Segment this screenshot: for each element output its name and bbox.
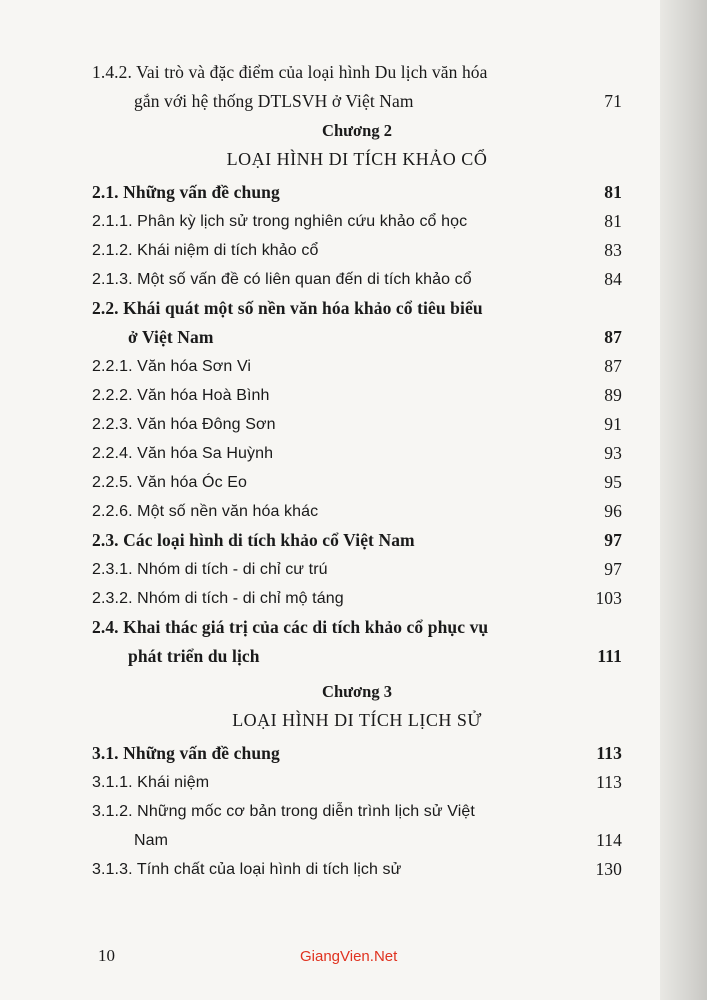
toc-page-number: 91 [604,414,622,434]
toc-entry-text: 2.1. Những vấn đề chung [92,182,280,202]
toc-entry-text: 2.1.3. Một số vấn đề có liên quan đến di tích khảo cổ [92,271,472,288]
toc-entry-text: 2.2.5. Văn hóa Óc Eo [92,474,247,491]
chapter-2-title: LOẠI HÌNH DI TÍCH KHẢO CỔ [226,149,488,169]
toc-page-number: 97 [604,559,622,579]
toc-entry-text: 2.3. Các loại hình di tích khảo cổ Việt Nam [92,530,415,550]
toc-page-number: 113 [596,772,622,792]
toc-entry-continuation: phát triển du lịch [128,646,260,666]
toc-entry-text: 3.1. Những vấn đề chung [92,743,280,763]
toc-page-number: 87 [604,356,622,376]
toc-page-number: 114 [596,830,622,850]
toc-entry-2-2-1 [92,352,622,381]
toc-entry-text: 1.4.2. Vai trò và đặc điểm của loại hình Du lịch văn hóa [92,62,488,82]
toc-page-number: 103 [595,588,622,608]
watermark-text: GiangVien.Net [300,948,398,965]
chapter-3-title: LOẠI HÌNH DI TÍCH LỊCH SỬ [232,710,482,730]
toc-page-number: 130 [595,859,622,879]
toc-entry-2-3 [92,526,622,555]
toc-page-number: 83 [604,240,622,260]
toc-entry-text: 3.1.3. Tính chất của loại hình di tích lịch sử [92,861,402,878]
toc-page-number: 97 [604,530,622,550]
toc-entry-2-2-6 [92,497,622,526]
toc-entry-text: 3.1.2. Những mốc cơ bản trong diễn trình lịch sử Việt [92,803,475,820]
chapter-3-label: Chương 3 [322,682,392,701]
toc-entry-2-1-3 [92,265,622,294]
toc-entry-continuation: ở Việt Nam [128,327,214,347]
toc-entry-continuation: gắn với hệ thống DTLSVH ở Việt Nam [134,91,414,111]
chapter-2-label: Chương 2 [322,121,392,140]
toc-entry-continuation: Nam [134,832,169,849]
toc-page-number: 81 [604,211,622,231]
toc-entry-text: 3.1.1. Khái niệm [92,774,210,791]
toc-entry-text: 2.2. Khái quát một số nền văn hóa khảo cổ tiêu biểu [92,298,483,318]
toc-entry-text: 2.2.1. Văn hóa Sơn Vi [92,358,252,375]
toc-page-number: 84 [604,269,622,289]
toc-entry-text: 2.1.1. Phân kỳ lịch sử trong nghiên cứu khảo cổ học [92,213,468,230]
footer-page-number: 10 [98,946,115,965]
toc-entry-text: 2.3.1. Nhóm di tích - di chỉ cư trú [92,561,328,578]
toc-entry-text: 2.2.3. Văn hóa Đông Sơn [92,416,276,433]
toc-entry-text: 2.2.6. Một số nền văn hóa khác [92,503,319,520]
toc-entry-2-4 [92,613,622,671]
toc-entry-text: 2.2.2. Văn hóa Hoà Bình [92,387,270,404]
toc-page-number: 81 [604,182,622,202]
toc-entry-2-3-2 [92,584,622,613]
toc-page-number: 96 [604,501,622,521]
toc-entry-text: 2.2.4. Văn hóa Sa Huỳnh [92,445,274,462]
toc-entry-3-1 [92,739,622,768]
toc-entry-text: 2.4. Khai thác giá trị của các di tích khảo cổ phục vụ [92,617,489,637]
toc-page-number: 87 [604,327,622,347]
toc-page-number: 95 [604,472,622,492]
toc-entry-2-1 [92,178,622,207]
toc-entry-2-1-2 [92,236,622,265]
toc-page-number: 93 [604,443,622,463]
toc-entry-text: 2.1.2. Khái niệm di tích khảo cổ [92,242,319,259]
toc-entry-3-1-1 [92,768,622,797]
toc-entry-text: 2.3.2. Nhóm di tích - di chỉ mộ táng [92,590,344,607]
toc-entry-2-3-1 [92,555,622,584]
toc-entry-2-2-4 [92,439,622,468]
toc-entry-1-4-2 [92,58,622,116]
table-of-contents [92,58,622,884]
toc-page-number: 111 [597,646,622,666]
page-edge-shadow [660,0,707,1000]
toc-entry-3-1-3 [92,855,622,884]
toc-entry-2-2 [92,294,622,352]
toc-entry-2-1-1 [92,207,622,236]
toc-entry-2-2-2 [92,381,622,410]
toc-page-number: 89 [604,385,622,405]
toc-page-number: 71 [604,91,622,111]
toc-entry-2-2-3 [92,410,622,439]
toc-entry-2-2-5 [92,468,622,497]
toc-entry-3-1-2 [92,797,622,855]
toc-page-number: 113 [596,743,622,763]
